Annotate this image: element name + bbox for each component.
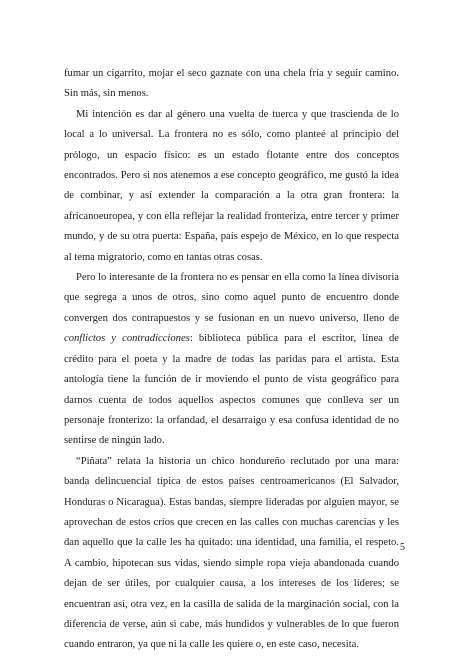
italic-phrase: conflictos y contradicciones	[64, 333, 190, 345]
paragraph-frontier-text-before: Pero lo interesante de la frontera no es pensar en ella como la línea divisoria que segrega a unos de otros, sino como aquel punto de encuentro donde convergen dos contrapuestos y se fusionan en un nuevo universo, lleno de	[64, 272, 399, 324]
paragraph-pinata: “Piñata” relata la historia un chico hondureño reclutado por una mara: banda delincuencial típica de estos países centroamericanos (El Salvador, Honduras o Nicaragua). Estas bandas, siempre lideradas por alguien mayor, se aprovechan de estos críos que crecen en las calles con muchas carencias y les dan aquello que la calle les ha quitado: una identidad, una familia, el respeto. A cambio, hipotecan sus vidas, siendo simple ropa vieja abandonada cuando dejan de ser útiles, por cualquier causa, a los intereses de los líderes; se encuentran así, otra vez, en la casilla de salida de la marginación social, con la diferencia de verse, aún si cabe, más hundidos y vulnerables de lo que fueron cuando entraron, ya que ni la calle les quiere o, en este caso, necesita.	[64, 455, 399, 651]
page-number: 5	[400, 542, 405, 553]
paragraph-frontier-text-after: : biblioteca pública para el escritor, línea de crédito para el poeta y la madre de todas las paridas para el artista. Esta antología tiene la función de ir moviendo el punto de vista geográfico para darnos cuenta de todos aquellos aspectos comunes que conlleva ser un personaje fronterizo: la orfandad, el desarraigo y esa confusa identidad de no sentirse de ningún lado.	[64, 333, 400, 447]
paragraph-intention: Mi intención es dar al género una vuelta de tuerca y que trascienda de lo local a lo universal. La frontera no es sólo, como planteé al principio del prólogo, un espacio físico: es un estado flotante entre dos conceptos encontrados. Pero si nos atenemos a ese concepto geográfico, me gustó la idea de combinar, y así extender la comparación a la otra gran frontera: la africanoeuropea, y con ella reflejar la realidad fronteriza, entre tercer y primer mundo, y de su otra puerta: España, país espejo de México, en lo que respecta al tema migratorio, como en tantas otras cosas.	[64, 108, 399, 263]
paragraph-continuation: fumar un cigarrito, mojar el seco gaznate con una chela fría y seguir camino. Sin más, sin menos.	[64, 68, 399, 100]
paragraph-frontier	[64, 268, 399, 452]
body-text	[64, 64, 399, 656]
